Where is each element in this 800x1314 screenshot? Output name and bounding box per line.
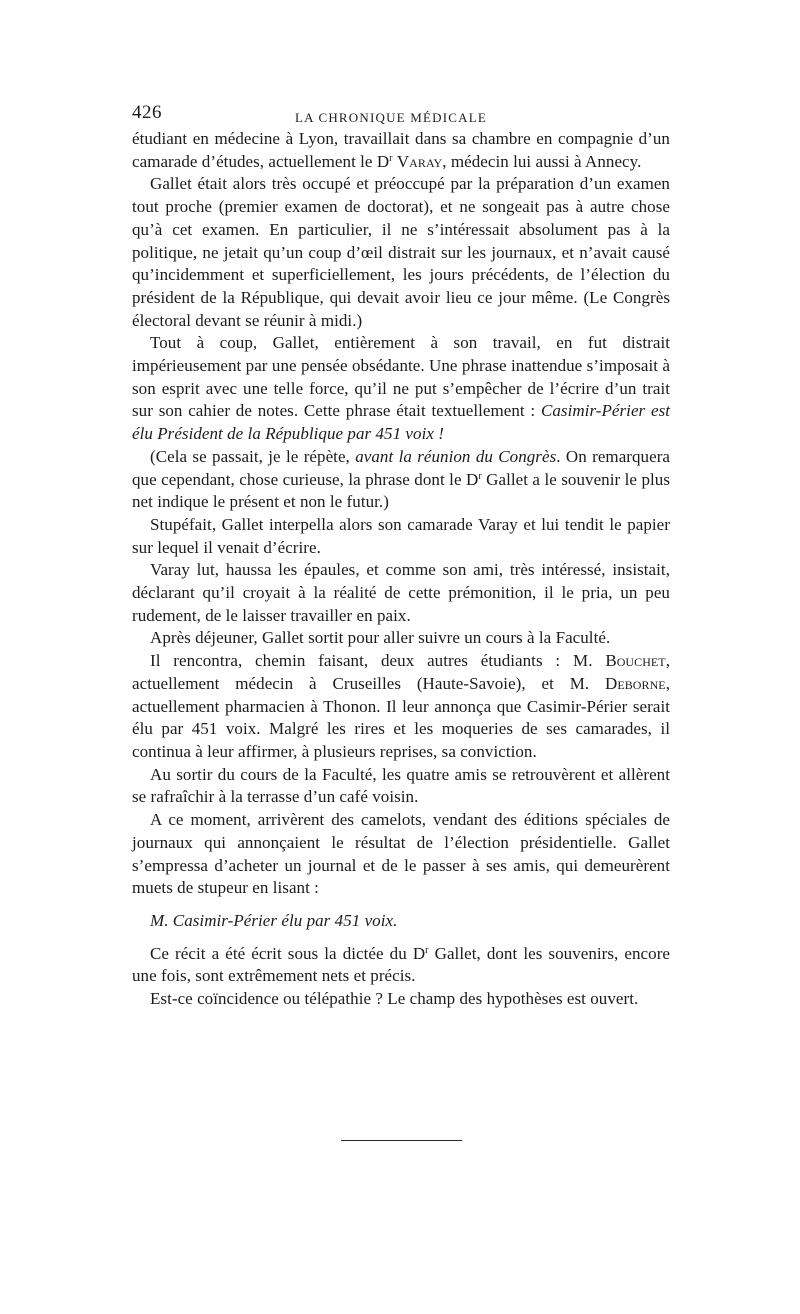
section-divider	[341, 1140, 462, 1141]
paragraph-12: Est-ce coïncidence ou télépathie ? Le champ des hypothèses est ouvert.	[150, 989, 639, 1009]
body-text	[132, 128, 670, 1011]
newspaper-quote: M. Casimir-Périer élu par 451 voix.	[150, 910, 398, 930]
paragraph-9: Au sortir du cours de la Faculté, les quatre amis se retrouvèrent et allèrent se rafraîchir à la terrasse d’un café voisin.	[132, 764, 670, 807]
person-name-deborne: Deborne	[605, 673, 666, 693]
person-name-varay: Varay	[396, 151, 443, 171]
book-page	[132, 100, 670, 1011]
paragraph-2: Gallet était alors très occupé et préoccupé par la préparation d’un examen tout proche (premier examen de doctorat), et ne songeait pas à autre chose qu’à cet examen. En particulier, il ne s’intéressait absolument pas à la politique, ne jetait qu’un coup d’œil distrait sur les journaux, et n’avait causé qu’incidemment et superficiellement, les jours précédents, de l’élection du président de la République, qui devait avoir lieu ce jour même. (Le Congrès électoral devant se réunir à midi.)	[132, 174, 670, 330]
premonition-phrase: Casimir-Périer est élu Président de la République par 451 voix !	[132, 401, 671, 444]
page-number: 426	[132, 102, 162, 123]
page-header	[132, 100, 670, 126]
person-name-bouchet: Bouchet	[605, 651, 666, 671]
paragraph-7: Après déjeuner, Gallet sortit pour aller suivre un cours à la Faculté.	[150, 628, 611, 648]
paragraph-10: A ce moment, arrivèrent des camelots, vendant des éditions spéciales de journaux qui annonçaient le résultat de l’élection présidentielle. Gallet s’empressa d’acheter un journal et de le passer à ses amis, qui demeurèrent muets de stupeur en lisant :	[132, 810, 670, 898]
paragraph-6: Varay lut, haussa les épaules, et comme son ami, très intéressé, insistait, déclarant qu’il croyait à la réalité de cette prémonition, il le pria, un peu rudement, de le laisser travailler en paix.	[132, 560, 670, 625]
paragraph-4: (Cela se passait, je le répète, avant la réunion du Congrès. On remarquera que cependant, chose curieuse, la phrase dont le $D^r$ Gallet a le souvenir le plus net indique le présent et non le futur.)	[132, 446, 671, 512]
paragraph-8: Il rencontra, chemin faisant, deux autres étudiants : M. Bouchet, actuellement médecin à Cruseilles (Haute-Savoie), et M. Deborne, actuellement pharmacien à Thonon. Il leur annonça que Casimir-Périer serait élu par 451 voix. Malgré les rires et les moqueries de ses camarades, il continua à leur affirmer, à plusieurs reprises, sa conviction.	[132, 651, 670, 761]
paragraph-11: Ce récit a été écrit sous la dictée du $D^r$ Gallet, dont les souvenirs, encore une fois, sont extrêmement nets et précis.	[132, 943, 671, 986]
paragraph-1: étudiant en médecine à Lyon, travaillait dans sa chambre en compagnie d’un camarade d’études, actuellement le $D^r$ Varay, médecin lui aussi à Annecy.	[132, 129, 670, 171]
paragraph-5: Stupéfait, Gallet interpella alors son camarade Varay et lui tendit le papier sur lequel il venait d’écrire.	[132, 514, 670, 557]
paragraph-3: Tout à coup, Gallet, entièrement à son travail, en fut distrait impérieusement par une pensée obsédante. Une phrase inattendue s’imposait à son esprit avec une telle force, qu’il ne put s’empêcher de l’écrire d’un trait sur son cahier de notes. Cette phrase était textuellement : Casimir-Périer est élu Président de la République par 451 voix !	[132, 333, 671, 444]
running-title: LA CHRONIQUE MÉDICALE	[295, 110, 488, 125]
